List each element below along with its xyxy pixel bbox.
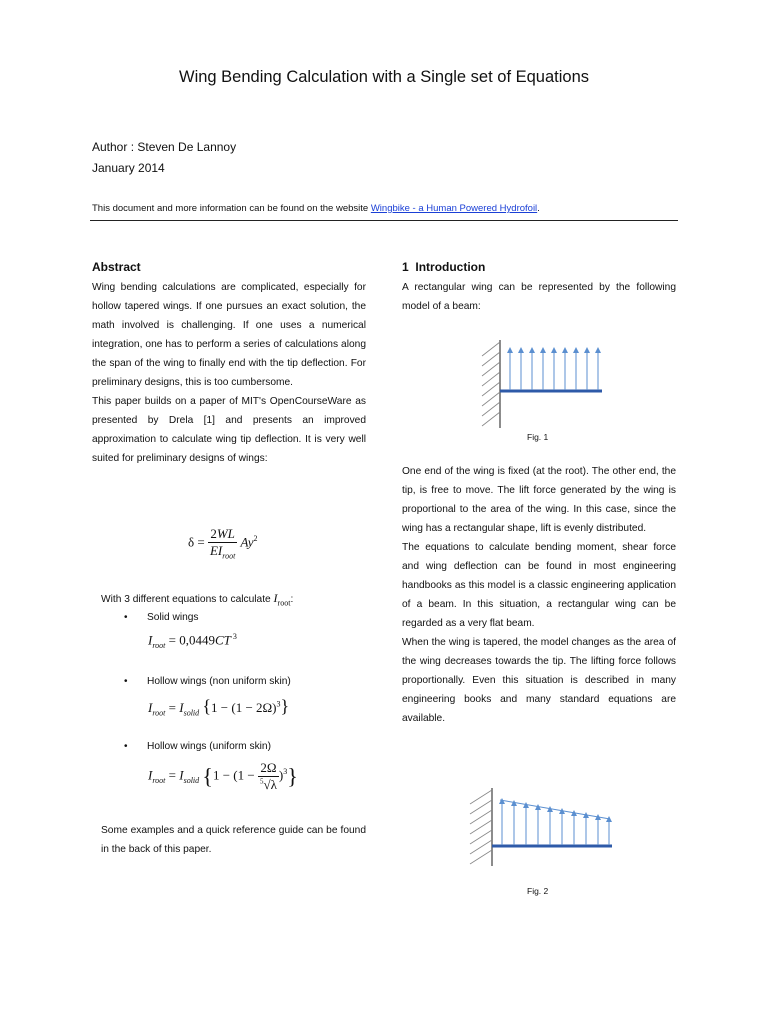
equation-solid: $I_{root} = 0,0449CT$ $^3$	[148, 632, 237, 650]
figure-1-caption: Fig. 1	[527, 432, 549, 442]
notice-suffix: .	[537, 203, 540, 214]
bullet-marker: •	[124, 676, 128, 687]
bullet-solid-wings: Solid wings	[147, 612, 199, 623]
intro-para-3: The equations to calculate bending moment, shear force and wing deflection can be found in most engineering handbooks as this model is a classic engineering application of a beam. In this situation, a rectangular wing can be regarded as a very flat beam.	[402, 542, 676, 629]
equation-hollow-nonuniform: $I_{root} = I_{solid}$ $\{1 - (1 - 2\Omega)^3\}$	[148, 696, 290, 718]
lift-envelope	[500, 800, 610, 819]
wall-hatching	[482, 342, 500, 426]
header-divider	[90, 220, 678, 221]
notice-prefix: This document and more information can be found on the website	[92, 203, 371, 214]
figure-2-caption: Fig. 2	[527, 886, 549, 896]
iroot-symbol: $I_{root}$	[273, 591, 291, 608]
intro-heading	[402, 260, 485, 274]
equation-hollow-uniform: $I_{root} = I_{solid}$ {1 − (1 − $\frac{2\Omega}{^5√\lambda}$ )$^3$}	[148, 760, 298, 792]
intro-heading-text: Introduction	[415, 260, 486, 274]
author: Author : Steven De Lannoy	[92, 140, 237, 154]
abstract-closing: Some examples and a quick reference guide can be found in the back of this paper.	[101, 825, 366, 855]
iroot-intro	[101, 591, 293, 607]
intro-para-4: When the wing is tapered, the model changes as the area of the wing decreases towards the tip. The lifting force follows proportionally. Even this situation is described in many engineering books and many standard equations are available.	[402, 637, 676, 724]
intro-para-1: A rectangular wing can be represented by the following model of a beam:	[402, 282, 676, 312]
deflection-equation: δ = $\frac{2WL}{EI_{root}}$ Ay$^2$	[188, 526, 258, 561]
abstract-para-1: Wing bending calculations are complicated, especially for hollow tapered wings. If one pursues an exact solution, the math involved is challenging. If one uses a numerical integration, one has to perform a series of calculations along the span of the wing to finally end with the tip deflection. For preliminary designs, this is too cumbersome.	[92, 282, 366, 388]
figure-2-diagram	[464, 786, 616, 868]
page-title: Wing Bending Calculation with a Single set of Equations	[179, 68, 589, 86]
iroot-intro-text: With 3 different equations to calculate	[101, 594, 274, 605]
website-link[interactable]: Wingbike - a Human Powered Hydrofoil	[370, 203, 538, 214]
intro-body	[402, 462, 676, 728]
intro-para-2: One end of the wing is fixed (at the root). The other end, the tip, is free to move. The lift force generated by the wing is proportional to the area of the wing. In this case, since the wing has a rectangular shape, lift is evenly distributed.	[402, 466, 676, 534]
lift-arrows	[510, 350, 598, 390]
bullet-hollow-nonuniform: Hollow wings (non uniform skin)	[147, 676, 291, 687]
bullet-marker: •	[124, 612, 128, 623]
bullet-marker: •	[124, 741, 128, 752]
wall-hatching	[470, 790, 492, 864]
iroot-colon: :	[290, 594, 294, 605]
figure-1-diagram	[478, 338, 608, 430]
lift-arrows	[502, 801, 609, 845]
intro-heading-number: 1	[402, 260, 409, 274]
abstract-body	[92, 278, 366, 468]
bullet-hollow-uniform: Hollow wings (uniform skin)	[147, 741, 271, 752]
date: January 2014	[92, 161, 165, 175]
abstract-para-2: This paper builds on a paper of MIT's OpenCourseWare as presented by Drela [1] and presents an improved approximation to calculate wing tip deflection. It is very well suited for preliminary designs of wings:	[92, 396, 366, 464]
website-notice	[92, 203, 540, 214]
abstract-heading: Abstract	[92, 260, 141, 274]
